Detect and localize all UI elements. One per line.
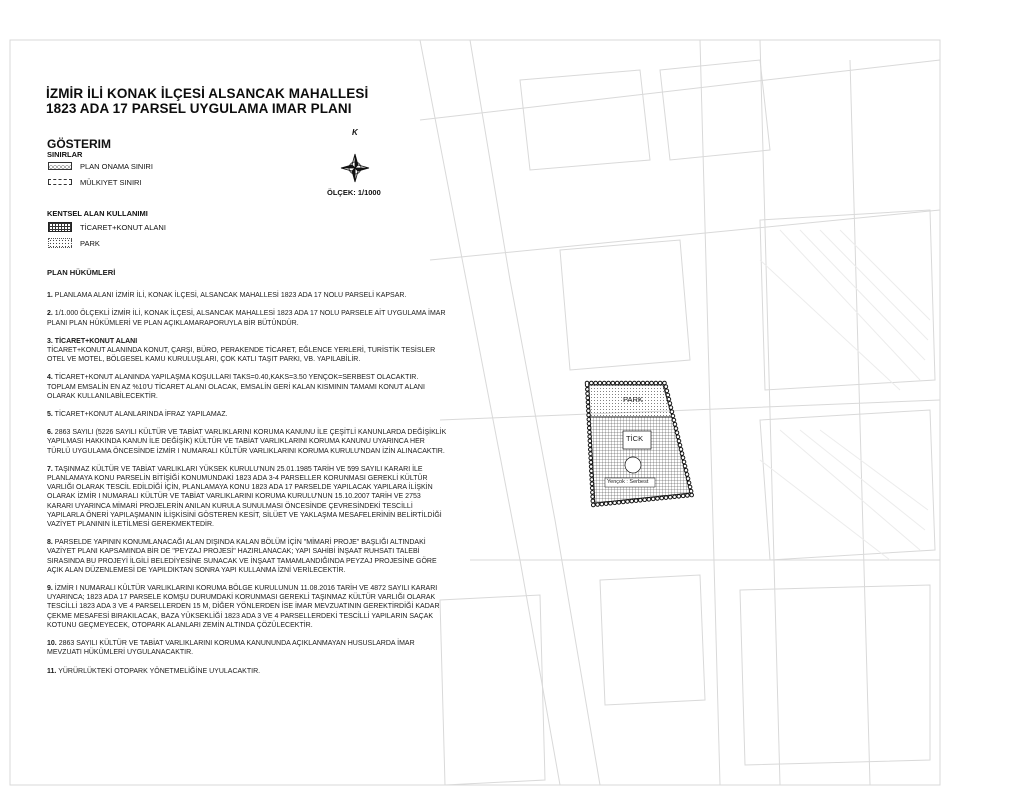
provision-title: TİCARET+KONUT ALANI <box>54 337 138 345</box>
plan-title <box>46 86 406 116</box>
title-line-1: İZMİR İLİ KONAK İLÇESİ ALSANCAK MAHALLESİ <box>46 86 369 101</box>
provision-text: 2863 SAYILI KÜLTÜR VE TABİAT VARLIKLARINI KORUMA KANUNUNDA AÇIKLANMAYAN HUSUSLARDA İMAR MEVZUATI HÜKÜMLERİ UYGULANACAKTIR. <box>47 640 415 657</box>
provision-text: PLANLAMA ALANI İZMİR İLİ, KONAK İLÇESİ, ALSANCAK MAHALLESİ 1823 ADA 17 NOLU PARSELİ KAPSAR. <box>54 292 407 300</box>
provision-4 <box>47 373 447 401</box>
provision-num: 2. <box>47 310 53 318</box>
land-use-heading: KENTSEL ALAN KULLANIMI <box>47 209 148 218</box>
hatch-lines <box>760 230 930 560</box>
park-label: PARK <box>80 238 100 248</box>
provision-11 <box>47 667 447 676</box>
legend-commercial <box>48 222 166 232</box>
provision-text: TİCARET+KONUT ALANLARINDA İFRAZ YAPILAMAZ. <box>54 411 228 419</box>
north-arrow-icon <box>335 128 375 188</box>
provision-num: 11. <box>47 667 57 675</box>
height-symbol <box>625 457 641 473</box>
parcel-height-label: Yençok : Serbest <box>607 479 649 485</box>
provision-2 <box>47 309 447 327</box>
scale-label: ÖLÇEK: 1/1000 <box>327 188 381 197</box>
provision-num: 6. <box>47 429 53 437</box>
plan-boundary-label: PLAN ONAMA SINIRI <box>80 161 153 171</box>
legend-property-boundary <box>48 177 142 187</box>
provision-num: 3. <box>47 337 53 345</box>
provision-8 <box>47 538 447 575</box>
property-boundary-swatch <box>48 179 72 185</box>
legend-panel <box>0 0 460 790</box>
north-letter: K <box>352 128 358 137</box>
provision-text: İZMİR I NUMARALI KÜLTÜR VARLIKLARINI KORUMA BÖLGE KURULUNUN 11.08.2016 TARİH VE 4872 SAYILI KARARI UYARINCA; 1823 ADA 17 PARSELE KOMŞU DURUMDAKİ KORUNMASI GEREKLİ TAŞINMAZ KÜLTÜR VARLIĞI OLARAK TESCİLLİ 1823 ADA 3 VE 4 PARSELLERDEN 15 M, DİĞER YÖNLERDEN İSE İMAR MEVZUATININ GEREKTİRDİĞİ KADAR ÇEKME MESAFESİ BIRAKILACAK, BAZA YÜKSEKLİĞİ 1823 ADA 3 VE 4 PARSELLERDEKİ TESCİLLİ YAPILARIN SAÇAK KOTUNU GEÇMEYECEK, OTOPARK ALANLARI ZEMİN ALTINDA ÇÖZÜLECEKTİR. <box>47 585 440 629</box>
provision-body: TİCARET+KONUT ALANINDA KONUT, ÇARŞI, BÜRO, PERAKENDE TİCARET, EĞLENCE YERLERİ, TURİSTİK TESİSLER OTEL VE MOTEL, BÖLGESEL KAMU KURULUŞLARI, ÇOK KATLI TAŞIT PARKI, VB. YAPILABİLİR. <box>47 347 436 364</box>
legend-plan-boundary <box>48 161 153 171</box>
provision-text: 2863 SAYILI (5226 SAYILI KÜLTÜR VE TABİAT VARLIKLARINI KORUMA KANUNU İLE ÇEŞİTLİ KANUNLARDA DEĞİŞİKLİK YAPILMASI HAKKINDA KANUN İLE DEĞİŞİK) KÜLTÜR VE TABİAT VARLIKLARINI KORUMA KANUNU UYARINCA HER TÜRLÜ UYGULAMA ÖNCESİNDE İZMİR I NUMARALI KÜLTÜR VARLIKLARINI KORUMA KURULU'NDAN İZİN ALINACAKTIR. <box>47 429 447 455</box>
provision-num: 8. <box>47 539 53 547</box>
legend-park <box>48 238 100 248</box>
boundaries-heading: SINIRLAR <box>47 150 83 159</box>
park-swatch <box>48 238 72 248</box>
plan-boundary-swatch <box>48 162 72 170</box>
parcel-use-label: TİCK <box>626 434 644 443</box>
provision-6 <box>47 428 447 456</box>
provision-num: 9. <box>47 585 53 593</box>
commercial-swatch <box>48 222 72 232</box>
property-boundary-label: MÜLKIYET SINIRI <box>80 177 142 187</box>
plan-provisions <box>47 268 447 685</box>
provision-text: TİCARET+KONUT ALANINDA YAPILAŞMA KOŞULLARI TAKS=0.40,KAKS=3.50 YENÇOK=SERBEST OLACAKTIR. TOPLAM EMSALİN EN AZ %10'U TİCARET ALANI OLACAK, EMSALİN GERİ KALAN KISMININ TAMAMI KONUT ALANI OLARAK KULLANILABİLECEKTİR. <box>47 374 425 400</box>
provision-5 <box>47 410 447 419</box>
legend-heading: GÖSTERIM <box>47 137 112 151</box>
provision-1 <box>47 291 447 300</box>
provision-9 <box>47 584 447 630</box>
provision-num: 1. <box>47 292 53 300</box>
provision-3 <box>47 337 447 365</box>
provision-num: 5. <box>47 411 53 419</box>
provision-num: 4. <box>47 374 53 382</box>
provision-7 <box>47 465 447 529</box>
commercial-label: TİCARET+KONUT ALANI <box>80 222 166 232</box>
provision-text: PARSELDE YAPININ KONUMLANACAĞI ALAN DIŞINDA KALAN BÖLÜM İÇİN "MİMARİ PROJE" BAŞLIĞI ALTINDAKİ VAZİYET PLANI KAPSAMINDA BİR DE "PEYZAJ PROJESİ" HAZIRLANACAK; YAPI SAHİBİ İNŞAAT RUHSATI TALEBİ SIRASINDA BU PROJEYİ İLGİLİ BELEDİYESİNE SUNACAK VE İNŞAAT TAMAMLANDIĞINDA PEYZAJ PROJESİNE GÖRE AÇIK ALAN DÜZENLEMESİ DE YAPILDIKTAN SONRA YAPI KULLANMA İZNİ VERİLECEKTİR. <box>47 539 437 574</box>
title-line-2: 1823 ADA 17 PARSEL UYGULAMA IMAR PLANI <box>46 101 352 116</box>
provision-10 <box>47 639 447 657</box>
provision-num: 10. <box>47 640 57 648</box>
provision-text: 1/1.000 ÖLÇEKLİ İZMİR İLİ, KONAK İLÇESİ, ALSANCAK MAHALLESİ 1823 ADA 17 NOLU PARSELE AİT UYGULAMA İMAR PLANI PLAN HÜKÜMLERİ VE PLAN AÇIKLAMARAPORUYLA BİR BÜTÜNDÜR. <box>47 310 446 327</box>
parcel-park-label: PARK <box>623 395 643 404</box>
provision-text: YÜRÜRLÜKTEKİ OTOPARK YÖNETMELİĞİNE UYULACAKTIR. <box>58 667 261 675</box>
provision-num: 7. <box>47 465 53 473</box>
plan-provisions-heading: PLAN HÜKÜMLERİ <box>47 268 116 277</box>
provision-text: TAŞINMAZ KÜLTÜR VE TABİAT VARLIKLARI YÜKSEK KURULU'NUN 25.01.1985 TARİH VE 599 SAYILI KARARI İLE PLANLAMAYA KONU PARSELİN BİTİŞİĞİ KONUMUNDAKİ 1823 ADA 3-4 PARSELLER KORUNMASI GEREKLİ KÜLTÜR VARLIĞI OLARAK TESCİL EDİLDİĞİ İÇİN, PLANLAMAYA KONU 1823 ADA 17 PARSELDE YAPILACAK YAPILARA İLİŞKİN OLARAK İZMİR I NUMARALI KÜLTÜR VE TABİAT VARLIKLARINI KORUMA KURULU'NUN 15.10.2007 TARİH VE 2753 KARARI UYARINCA MİMARİ PROJELERİN ANILAN KURULA SUNULMASI ÖNCESİNDE ÇEVRESİNDEKİ TESCİLLİ YAPILARLA ÖNERİ YAPILAŞMANIN İLİŞKİSİNİ GÖSTEREN KESİT, SİLÜET VE YAKLAŞMA MESAFELERİNİN BELİRTİLDİĞİ VAZİYET PLANININ İLETİLMESİ GEREKMEKTEDİR. <box>47 465 442 529</box>
